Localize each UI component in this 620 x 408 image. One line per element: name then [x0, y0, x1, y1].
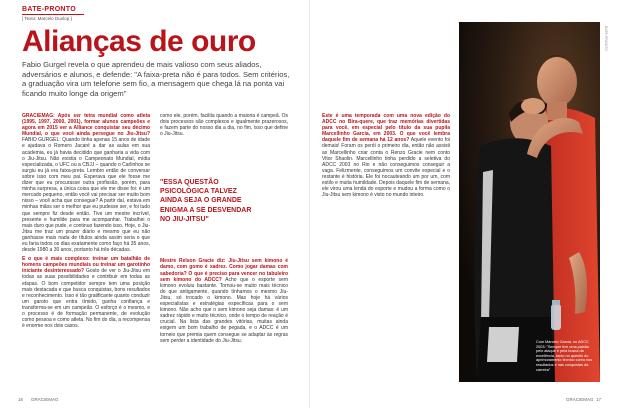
- article-column-3: [322, 113, 450, 201]
- footer-brand-left: GRACIEMAG: [31, 397, 59, 402]
- page-gutter: [309, 0, 310, 408]
- byline: [ Texto: Marcelo Dunlop ]: [22, 16, 72, 21]
- paragraph: [22, 256, 150, 329]
- answer: Acho que o esporte sem kimono evoluiu bastante. Tornou-se muito mais técnico do que antigamente, quando tínhamos o mesmo Jiu-Jitsu, só trocado o kimono. Mas hoje há vários especialistas e estratégias específicas para o sem kimono. Não acho que o sem kimono seja damas: é um xadrez rápido e muito técnico, onde o tempo de reação é crucial. Na lista das grandes vitórias, muitas ainda exigem um bom trabalho de pegada, e o ADCC é um torneio que premia quem consegue se adaptar às regras sem perder a identidade do Jiu-Jitsu.: [160, 276, 289, 344]
- answer: como ele, porém, facilita quando a maioria é campeã. Os dois processos são complexos e igualmente prazerosos, e fazem parte do nosso dia a dia, no fim, isso que define o Jiu-Jitsu.: [160, 113, 288, 138]
- answer: Aquele evento foi demais! Foram os perdi o primeiro dia, então não assisti as Marcellinho criar conta o Renzo Gracie nem conto Vitor Shaolin. Marcellinho tinha perdido a seletiva do ADCC 2003 no Rio e não conseguimos conseguir a vaga. Felizmente, conseguimos um convite especial e o restante é história. Ele foi nocauteando um por um, com estilo e muita humildade. Depois daquele fim de semana, ele virou uma lenda do esporte e mudou a forma como o Jiu-Jitsu sem kimono é visto no mundo inteiro.: [322, 137, 451, 199]
- page-number-right: 17: [596, 397, 602, 402]
- photo-caption: Com Marcelo Garcia, no ADCC 2003: "Sempre tive uma paixão pelo ataque e pela busca da excelência, tanto no quesito do aprimoramento técnico como nos resultados e nas conquistas da carreira": [536, 340, 593, 372]
- question: Mestre Relson Gracie diz: Jiu-Jitsu sem kimono é damo, com gomo é xadrez. Como jogar damas com sabedoria? O que é preciso para vencer no tabuleiro sem kimono do ADCC?: [160, 258, 288, 283]
- paragraph: [160, 113, 288, 137]
- paragraph: [160, 258, 288, 343]
- pull-quote: "ESSA QUESTÃO PSICOLÓGICA TALVEZ AINDA SEJA O GRANDE ENIGMA A SE DESVENDAR NO JIU-JITSU": [160, 179, 252, 223]
- footer-brand-right: GRACIEMAG: [566, 397, 594, 402]
- section-tag: BATE-PRONTO: [22, 6, 76, 13]
- headline: Alianças de ouro: [22, 25, 256, 58]
- section-rule: [22, 14, 84, 15]
- photo-illustration: [459, 22, 600, 382]
- answer: Gosto de ver o Jiu-Jitsu em todas as suas possibilidades e contribuir em todas as etapas. O bom competidor sempre tem uma posição mais destacada e que busca conquistas, bons resultados e reconhecimento. Isso é tão gratificante quanto conduzir um garoto que entra tímido, ganha confiança e transforma-se em um campeão. O esforço é o mesmo, e o processo é de formação permanente, de evolução como pessoa e como atleta. No fim do dia, a recompensa é enorme nos dois casos.: [22, 268, 150, 330]
- answer: FABIO GURGEL: Quando tinha apenas 15 anos de idade e ajudava o Romero Jacaré a dar as aulas em sua academia, eu já havia decidido que ganharia a vida com o Jiu-Jitsu. Não existia o Campeonato Mundial, mídia especializada, o UFC ou a CBJJ – quando o Carlinhos se surgiu eu já era faixa-preta. Lembro então de conversar sobre isso com meu pai. Esperava que ele fosse me dizer que eu procurasse outra profissão, porém, para minha surpresa, a única coisa que ele me disse foi: é um mercado pequeno, então você vai precisar ser muito bom nisso – você acha que consegue? A partir daí, estava em minhas mãos ser o melhor que eu pudesse ser, e foi tudo que sempre fiz desde então. Tive um mestre incrível, presente e humilde para me acompanhar. Trabalhei o mais duro que pude, e continuo fazendo isso. Hoje, o Jiu-Jitsu me traz um prazer diário e mesmo que eu não ganhasse mais nada de títulos ainda assim seria o que eu faria todos os dias exatamente como faço há 35 anos, desde 1980 a 30 anos, portanto há três décadas.: [22, 137, 150, 254]
- paragraph: [22, 113, 150, 253]
- article-column-1: [22, 113, 150, 332]
- side-section-label: BATE-PRONTO: [604, 26, 608, 51]
- page-number-left: 16: [18, 397, 24, 402]
- question: GRACIEMAG: Após ser tetra mundial como atleta (1995, 1997, 2000, 2001), formar alunos campeões e agora em 2015 ver a Alliance conquistar seu décimo Mundial, o que você ainda persegue no Jiu-Jitsu?: [22, 113, 150, 138]
- article-column-2: [160, 113, 288, 347]
- paragraph: [322, 113, 450, 198]
- photo-fighters-embrace: [459, 22, 600, 382]
- deck: Fabio Gurgel revela o que aprendeu de mais valioso com seus aliados, adversários e alunos, e defende: "A faixa-preta não é para todos. Sem critérios, a graduação vira um telefone sem fio, a mensagem que chega lá na ponta vai ficando muito longe da origem": [22, 60, 290, 98]
- question: Este é uma temporada com uma nova edição do ADCC no Bira-quere, que traz memórias divertidas para você, em especial pelo título da sua pupila Marcellinho Garcia, em 2003. O que você lembra daquele fim de semana há 12 anos?: [322, 113, 450, 144]
- question: E o que é mais complexo: treinar um batalhão de homens campeões mundiais ou treinar um garotinho iniciante desinteressado?: [22, 256, 150, 275]
